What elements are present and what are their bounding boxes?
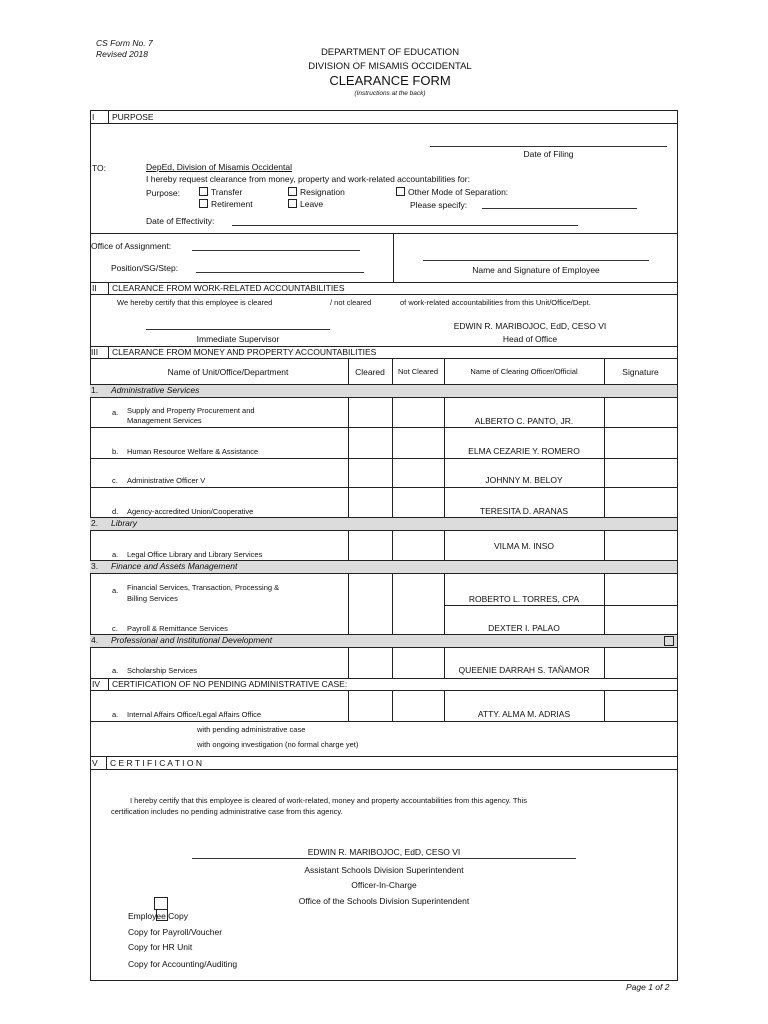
page-number: Page 1 of 2 [626, 982, 670, 992]
divider [90, 530, 677, 531]
row-d-officer: TERESITA D. ARANAS [479, 506, 569, 516]
divider [444, 358, 445, 384]
option-leave[interactable]: Leave [288, 199, 323, 209]
divider [90, 294, 677, 295]
request-statement: I hereby request clearance from money, property and work-related accountabilities for: [146, 174, 470, 184]
section-2-number: II [92, 283, 97, 293]
checkbox-icon [199, 187, 208, 196]
employee-signature-field[interactable] [423, 260, 649, 261]
signatory-name: EDWIN R. MARIBOJOC, EdD, CESO VI [307, 847, 461, 857]
signatory-position-1: Assistant Schools Division Superintendent [304, 865, 464, 875]
copy-payroll: Copy for Payroll/Voucher [128, 927, 223, 937]
office-assignment-field[interactable] [192, 250, 360, 251]
divider [348, 530, 349, 560]
divider [108, 282, 109, 294]
row-c-unit: Administrative Officer V [127, 476, 206, 485]
row-b-letter: b. [112, 447, 119, 456]
row-finance-letter: a. [112, 586, 119, 595]
section-1-number: I [92, 112, 95, 122]
divider [604, 530, 605, 560]
group-3-name: Finance and Assets Management [111, 561, 238, 571]
signatory-line [192, 858, 576, 859]
certification-text-1: I hereby certify that this employee is cleared of work-related, money and property accountabilities from this agency. This [130, 796, 527, 805]
row-d-unit: Agency-accredited Union/Cooperative [127, 507, 254, 516]
group-2-number: 2. [91, 518, 99, 528]
group-2-name: Library [111, 518, 137, 528]
col-header-officer: Name of Clearing Officer/Official [470, 367, 578, 376]
pending-case-option: with pending administrative case [197, 725, 306, 734]
row-b-unit: Human Resource Welfare & Assistance [127, 447, 259, 456]
copy-hr-unit: Copy for HR Unit [128, 942, 193, 952]
divider [392, 397, 393, 517]
frame-bottom [90, 980, 677, 981]
page-title: CLEARANCE FORM [329, 73, 451, 88]
division-name: DIVISION OF MISAMIS OCCIDENTAL [308, 61, 472, 72]
row-payroll-letter: c. [112, 624, 118, 633]
option-other[interactable]: Other Mode of Separation: [396, 187, 508, 197]
divider [90, 769, 677, 770]
divider [444, 397, 445, 517]
instructions-note: (Instructions at the back) [354, 90, 426, 97]
row-library-letter: a. [112, 550, 119, 559]
purpose-label: Purpose: [146, 188, 181, 198]
frame-right [677, 110, 678, 981]
row-finance-officer: ROBERTO L. TORRES, CPA [468, 594, 580, 604]
section-3-title: CLEARANCE FROM MONEY AND PROPERTY ACCOUNTABILITIES [112, 347, 377, 357]
option-retirement[interactable]: Retirement [199, 199, 253, 209]
divider [90, 358, 677, 359]
form-number: CS Form No. 7 [96, 38, 153, 48]
position-label: Position/SG/Step: [111, 263, 179, 273]
section-4-title: CERTIFICATION OF NO PENDING ADMINISTRATIVE CASE: [112, 679, 348, 689]
row-a-letter: a. [112, 408, 119, 417]
divider [392, 647, 393, 678]
divider [392, 530, 393, 560]
department-name: DEPARTMENT OF EDUCATION [320, 47, 460, 58]
frame-top [90, 110, 677, 111]
divider [348, 573, 349, 634]
divider [90, 647, 677, 648]
row-payroll-officer: DEXTER I. PALAO [488, 623, 560, 633]
divider [108, 678, 109, 690]
group-1-number: 1. [91, 385, 99, 395]
divider [393, 233, 394, 282]
date-filing-field[interactable] [430, 146, 667, 147]
office-assignment-label: Office of Assignment: [91, 241, 172, 251]
divider [90, 487, 677, 488]
date-filing-label: Date of Filing [523, 149, 574, 159]
col-header-not-cleared: Not Cleared [397, 367, 439, 376]
copy-employee: Employee Copy [128, 911, 189, 921]
row-a-unit-line1: Supply and Property Procurement and [127, 406, 255, 415]
divider [90, 233, 677, 234]
group-4-number: 4. [91, 635, 99, 645]
divider [106, 756, 107, 769]
divider [90, 721, 677, 722]
divider [90, 427, 677, 428]
checkbox-icon [288, 187, 297, 196]
signatory-position-2: Officer-In-Charge [351, 880, 417, 890]
option-resignation[interactable]: Resignation [288, 187, 345, 197]
divider [348, 647, 349, 678]
row-c-letter: c. [112, 476, 118, 485]
section-2-title: CLEARANCE FROM WORK-RELATED ACCOUNTABILITIES [112, 283, 345, 293]
section-4-number: IV [92, 679, 101, 689]
certification-text-2: certification includes no pending administrative case from this agency. [111, 807, 343, 816]
divider [392, 690, 393, 721]
col-header-unit: Name of Unit/Office/Department [167, 367, 289, 377]
checkbox-icon [288, 199, 297, 208]
please-specify-label: Please specify: [410, 200, 468, 210]
row-b-officer: ELMA CEZARIE Y. ROMERO [468, 446, 580, 456]
divider [90, 123, 677, 124]
employee-signature-label: Name and Signature of Employee [472, 265, 600, 275]
supervisor-label: Immediate Supervisor [196, 334, 280, 344]
divider [108, 110, 109, 123]
row-d-letter: d. [112, 507, 119, 516]
group-1-name: Administrative Services [111, 385, 200, 395]
group-4-checkbox[interactable] [664, 636, 674, 646]
divider [348, 397, 349, 517]
certify-text-b: / not cleared [330, 298, 372, 307]
divider [604, 573, 605, 634]
row-a-unit-line2: Management Services [127, 416, 202, 425]
row-legal-unit: Internal Affairs Office/Legal Affairs Office [127, 710, 262, 719]
head-of-office-name: EDWIN R. MARIBOJOC, EdD, CESO VI [453, 321, 607, 331]
divider [604, 358, 605, 384]
date-effectivity-field[interactable] [232, 225, 578, 226]
head-of-office-title: Head of Office [502, 334, 558, 344]
addressee: DepEd, Division of Misamis Occidental [146, 162, 292, 172]
copy-accounting: Copy for Accounting/Auditing [128, 959, 238, 969]
signatory-position-3: Office of the Schools Division Superintendent [298, 896, 470, 906]
row-c-officer: JOHNNY M. BELOY [485, 475, 563, 485]
divider [392, 573, 393, 634]
group-3-number: 3. [91, 561, 99, 571]
section-5-title: C E R T I F I C A T I O N [110, 758, 202, 768]
certify-text-c: of work-related accountabilities from this Unit/Office/Dept. [400, 298, 591, 307]
divider [90, 756, 677, 757]
divider [604, 647, 605, 678]
divider [90, 397, 677, 398]
divider [604, 397, 605, 517]
divider [90, 690, 677, 691]
row-scholarship-officer: QUEENIE DARRAH S. TAÑAMOR [458, 665, 590, 675]
row-finance-unit-line1: Financial Services, Transaction, Processing & [127, 583, 280, 592]
divider [348, 690, 349, 721]
divider [444, 605, 677, 606]
row-scholarship-letter: a. [112, 666, 119, 675]
divider [348, 358, 349, 384]
to-label: TO: [92, 163, 107, 173]
section-5-number: V [92, 758, 98, 768]
row-scholarship-unit: Scholarship Services [127, 666, 198, 675]
please-specify-field[interactable] [482, 208, 637, 209]
divider [392, 358, 393, 384]
group-band [90, 518, 677, 530]
divider [90, 573, 677, 574]
checkbox-icon [396, 187, 405, 196]
ongoing-investigation-option: with ongoing investigation (no formal charge yet) [197, 740, 359, 749]
divider [108, 346, 109, 358]
row-payroll-unit: Payroll & Remittance Services [127, 624, 228, 633]
row-library-officer: VILMA M. INSO [494, 541, 554, 551]
revised-date: Revised 2018 [96, 49, 148, 59]
position-field[interactable] [196, 272, 364, 273]
supervisor-signature-field[interactable] [146, 329, 330, 330]
certify-text-a: We hereby certify that this employee is cleared [117, 298, 273, 307]
date-effectivity-label: Date of Effectivity: [146, 216, 215, 226]
row-legal-letter: a. [112, 710, 119, 719]
section-3-number: III [91, 347, 99, 357]
group-4-name: Professional and Institutional Development [111, 635, 273, 645]
divider [90, 458, 677, 459]
row-library-unit: Legal Office Library and Library Services [127, 550, 263, 559]
divider [604, 690, 605, 721]
col-header-cleared: Cleared [355, 367, 385, 377]
checkbox-icon [199, 199, 208, 208]
row-legal-officer: ATTY. ALMA M. ADRIAS [477, 709, 571, 719]
row-finance-unit-line2: Billing Services [127, 594, 178, 603]
section-1-title: PURPOSE [112, 112, 154, 122]
col-header-signature: Signature [622, 367, 659, 377]
option-transfer[interactable]: Transfer [199, 187, 242, 197]
row-a-officer: ALBERTO C. PANTO, JR. [474, 416, 574, 426]
